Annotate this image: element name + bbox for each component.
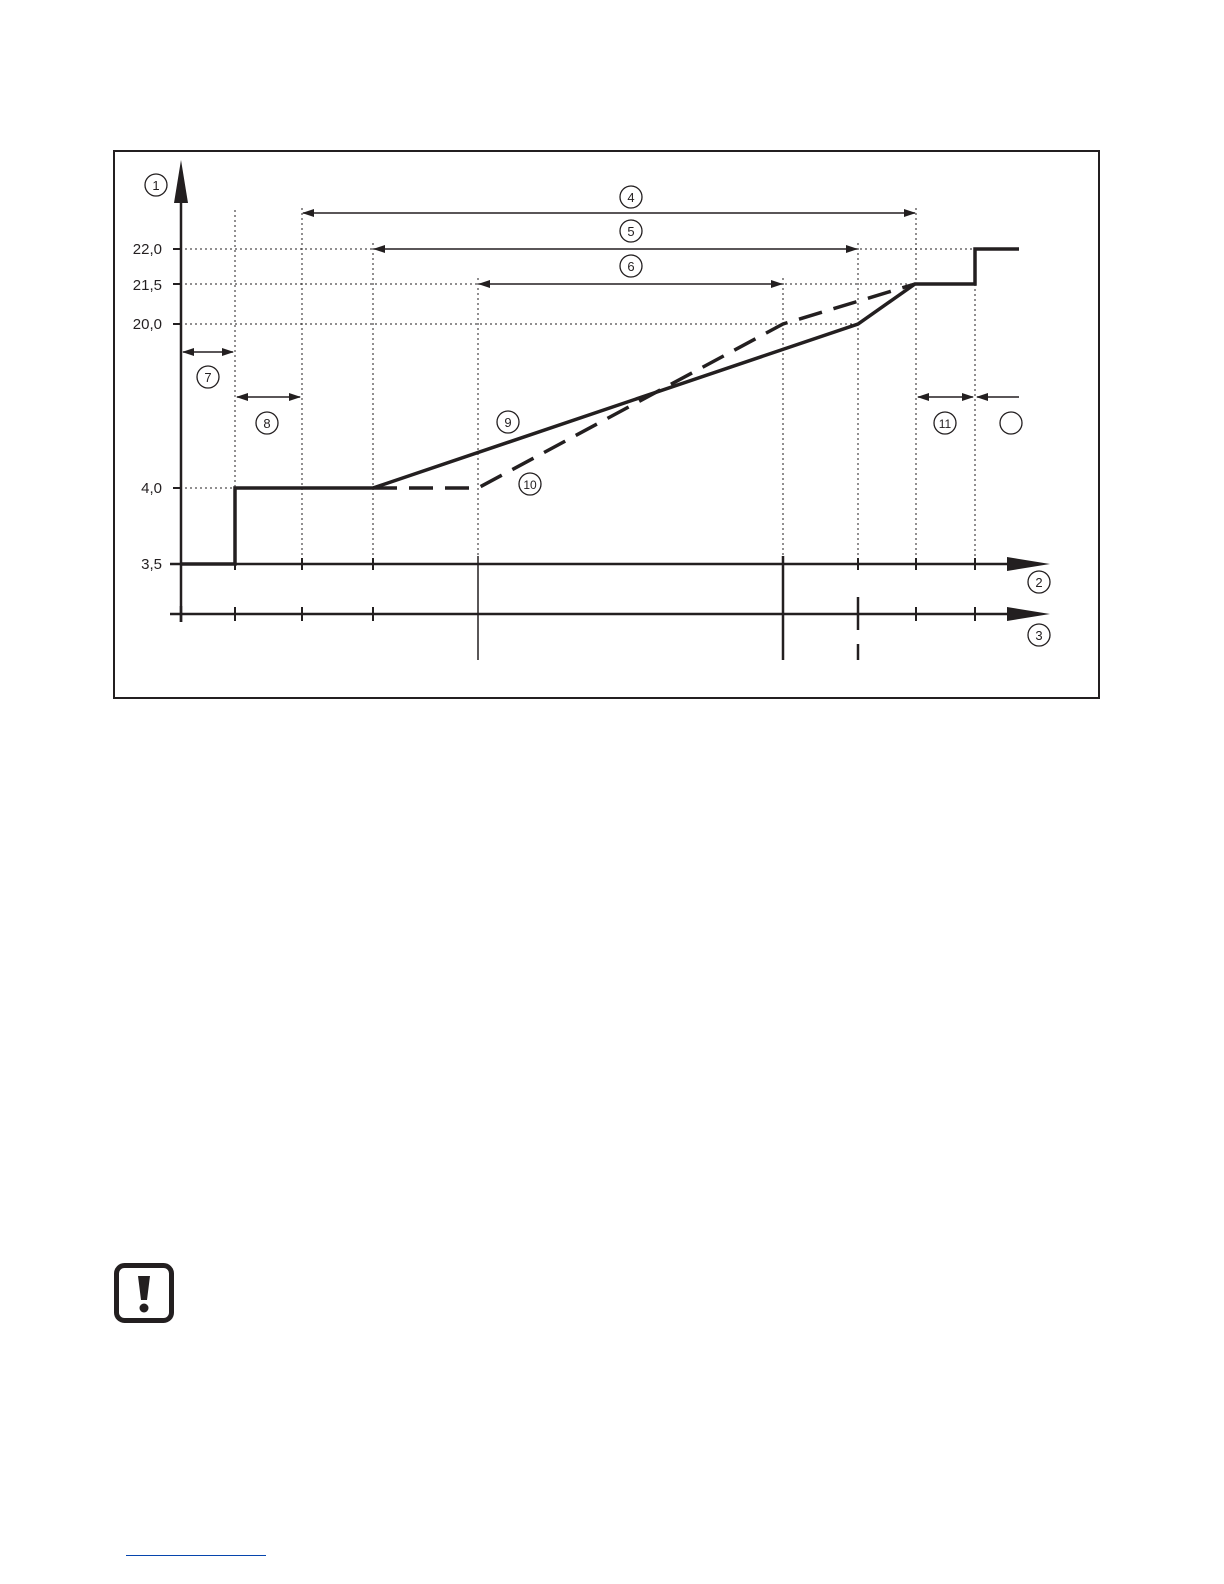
event-markers — [181, 556, 858, 660]
callouts — [145, 174, 1050, 646]
y-tick-label: 3,5 — [141, 556, 162, 573]
y-tick-label: 20,0 — [132, 316, 162, 333]
diagram-frame — [114, 151, 1099, 698]
callout-7: 7 — [204, 370, 212, 385]
exclamation-box-icon — [114, 1263, 174, 1323]
x-axis-upper-arrowhead — [1007, 557, 1050, 571]
reference-lines-horizontal — [180, 249, 975, 488]
callout-8: 8 — [263, 416, 271, 431]
x-axis-lower-arrowhead — [1007, 607, 1050, 621]
callout-11: 11 — [938, 417, 952, 431]
footer-link-underline[interactable] — [126, 1555, 266, 1556]
reference-lines-vertical — [235, 208, 975, 564]
interval-arrows — [183, 352, 1019, 397]
y-axis-arrowhead — [174, 160, 188, 203]
callout-9: 9 — [504, 415, 512, 430]
callout-6: 6 — [627, 259, 635, 274]
callout-3: 3 — [1035, 628, 1043, 643]
callout-2: 2 — [1035, 575, 1043, 590]
current-curve-solid — [182, 249, 1019, 564]
callout-circle — [1000, 412, 1022, 434]
y-tick-label: 21,5 — [132, 277, 162, 294]
callout-1: 1 — [152, 178, 160, 193]
y-tick-label: 4,0 — [141, 480, 162, 497]
current-curve-dashed — [373, 284, 915, 488]
y-tick-labels — [133, 241, 162, 573]
range-arrows — [303, 213, 915, 284]
y-tick-label: 22,0 — [132, 241, 162, 258]
callout-5: 5 — [627, 224, 635, 239]
callout-4: 4 — [627, 190, 635, 205]
callout-10: 10 — [523, 478, 537, 492]
